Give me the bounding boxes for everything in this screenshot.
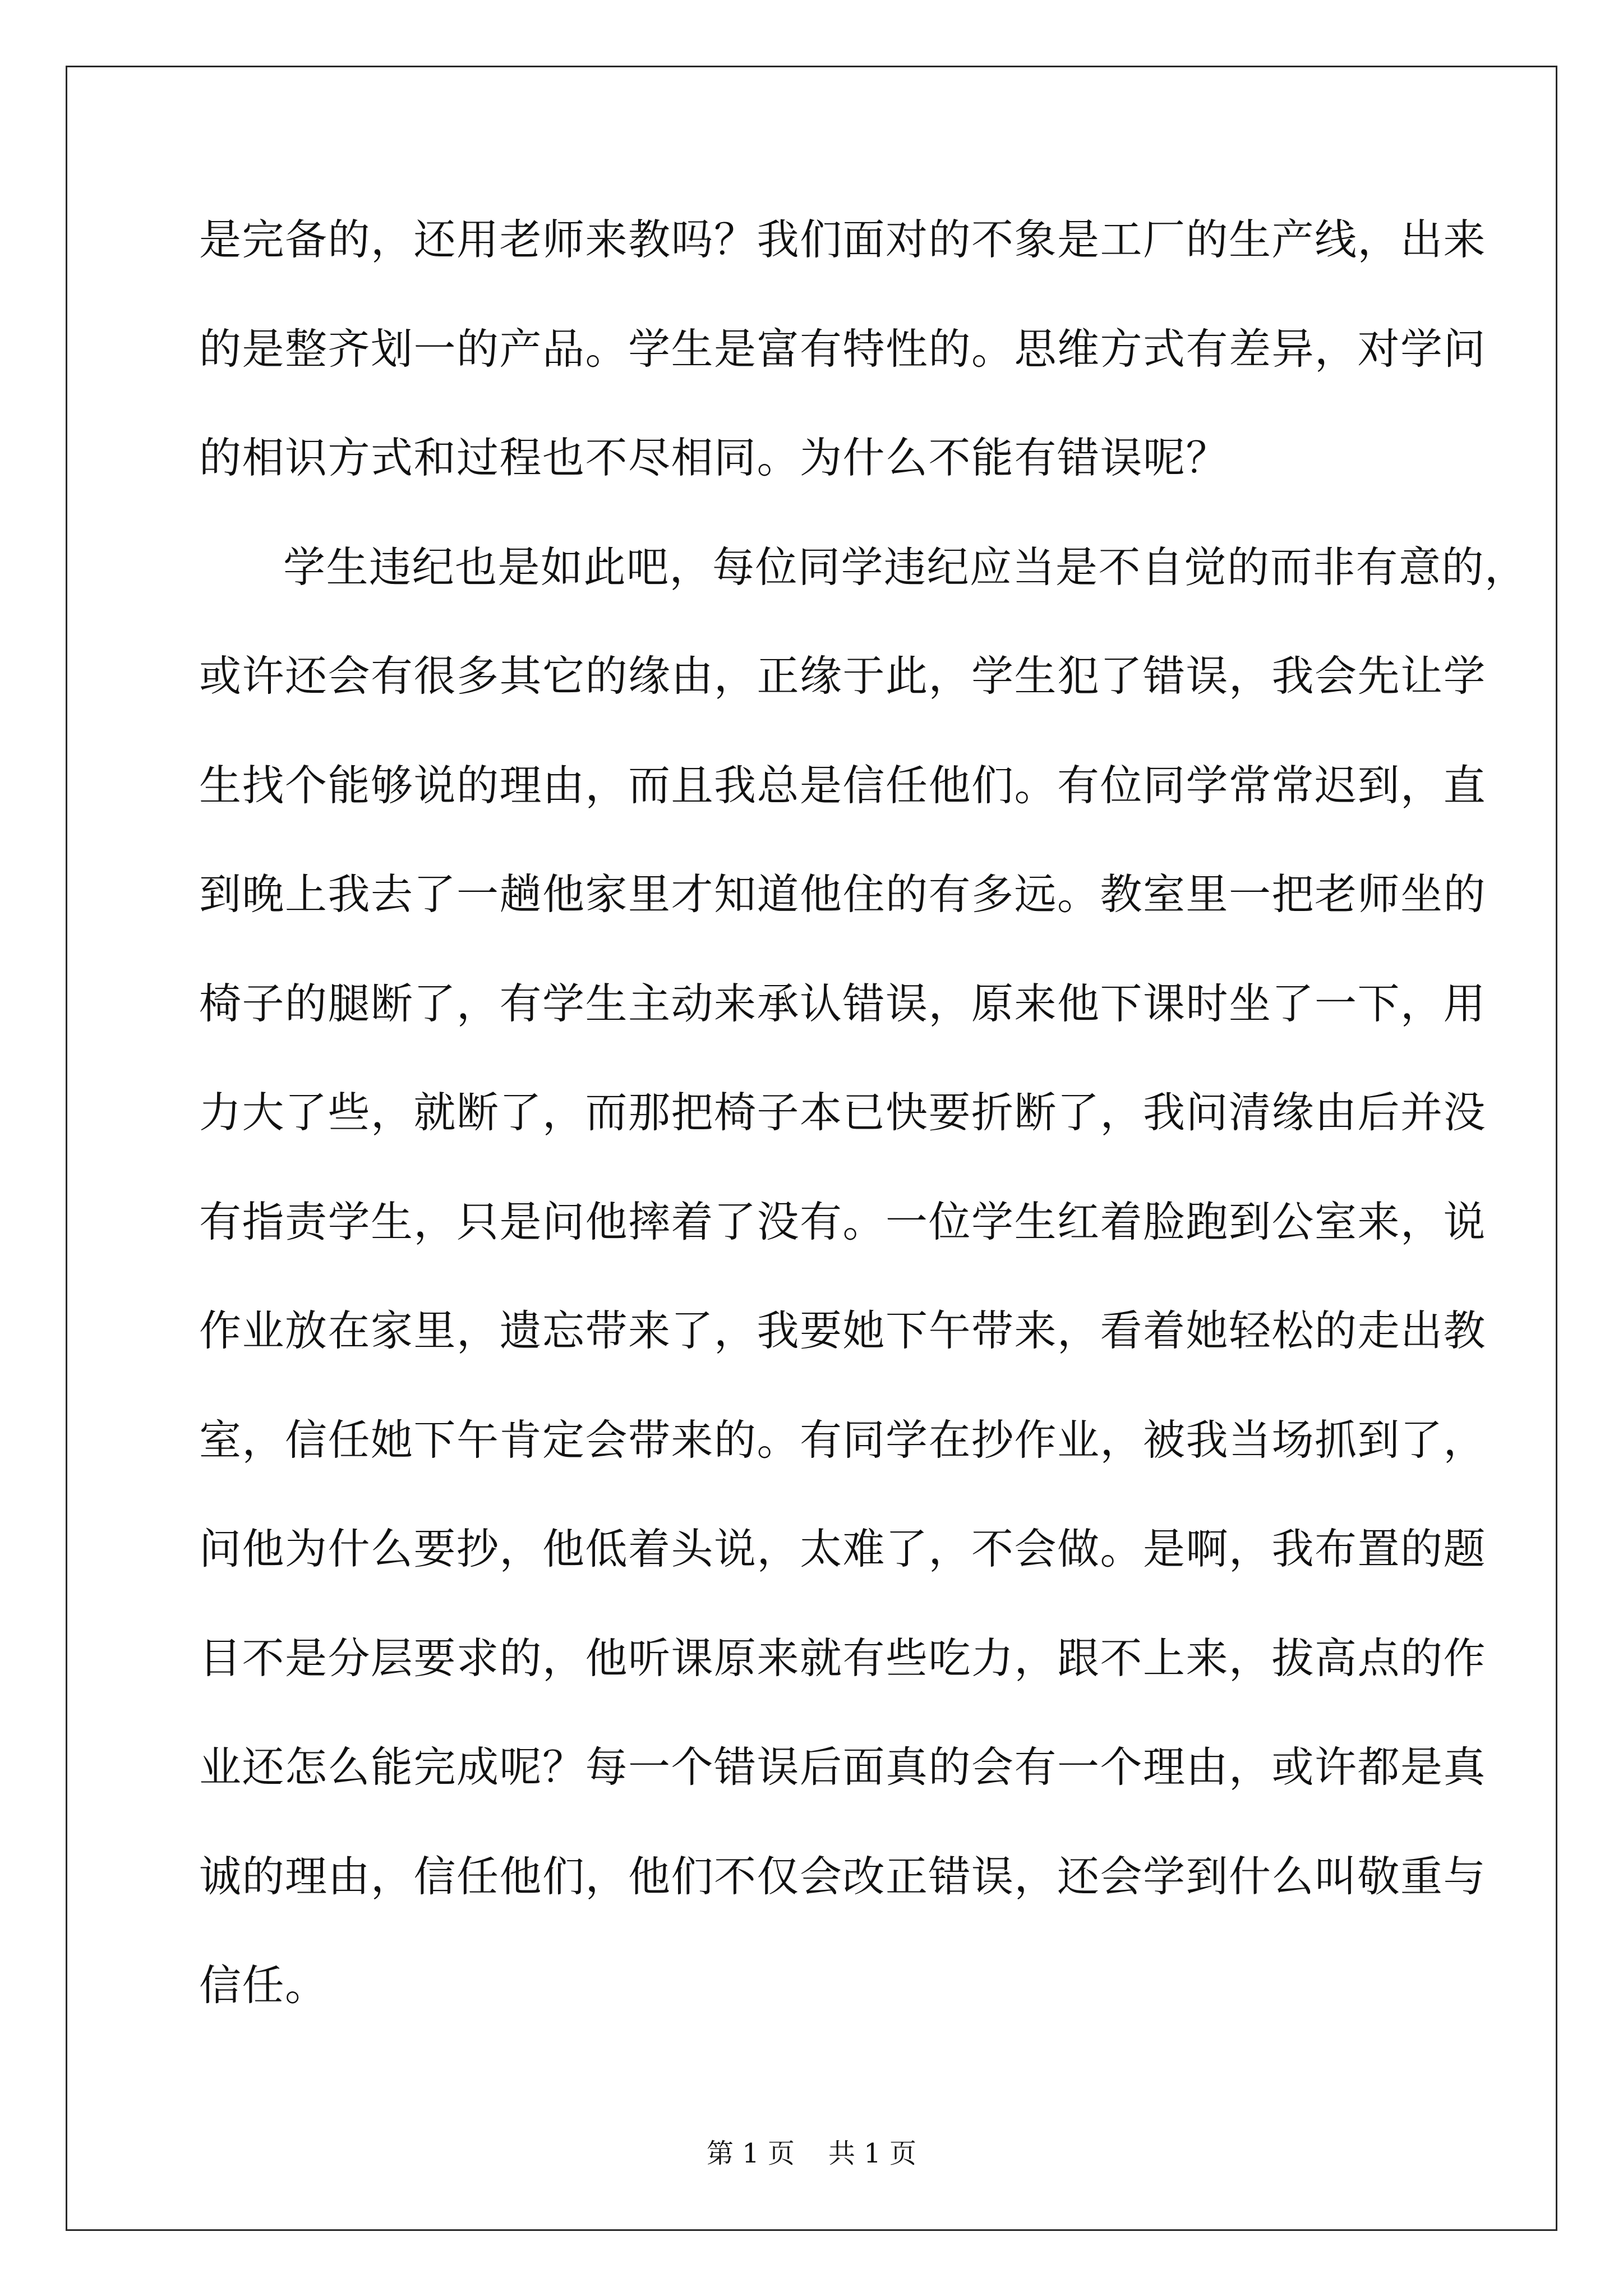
text-line: 椅子的腿断了，有学生主动来承认错误，原来他下课时坐了一下，用 — [199, 978, 1487, 1028]
page-number: 第 1 页 — [706, 2138, 795, 2169]
text-line: 作业放在家里，遗忘带来了，我要她下午带来，看着她轻松的走出教 — [199, 1306, 1487, 1355]
page-footer — [0, 2132, 1623, 2170]
text-line: 是完备的，还用老师来教吗？我们面对的不象是工厂的生产线，出来 — [199, 215, 1487, 264]
text-line: 的是整齐划一的产品。学生是富有特性的。思维方式有差异，对学问 — [199, 324, 1487, 374]
text-line: 的相识方式和过程也不尽相同。为什么不能有错误呢？ — [199, 433, 1229, 482]
document-body — [199, 215, 1528, 2074]
text-line: 目不是分层要求的，他听课原来就有些吃力，跟不上来，拔高点的作 — [199, 1633, 1487, 1683]
text-line: 业还怎么能完成呢？每一个错误后面真的会有一个理由，或许都是真 — [199, 1742, 1487, 1792]
text-line: 室，信任她下午肯定会带来的。有同学在抄作业，被我当场抓到了， — [199, 1415, 1487, 1465]
text-line: 生找个能够说的理由，而且我总是信任他们。有位同学常常迟到，直 — [199, 760, 1487, 810]
text-line: 有指责学生，只是问他摔着了没有。一位学生红着脸跑到公室来，说 — [199, 1197, 1487, 1246]
paragraph-first-line: 学生违纪也是如此吧，每位同学违纪应当是不自觉的而非有意的， — [283, 542, 1528, 592]
text-line: 或许还会有很多其它的缘由，正缘于此，学生犯了错误，我会先让学 — [199, 651, 1487, 701]
text-line: 力大了些，就断了，而那把椅子本已快要折断了，我问清缘由后并没 — [199, 1088, 1487, 1137]
text-line: 诚的理由，信任他们，他们不仅会改正错误，还会学到什么叫敬重与 — [199, 1851, 1487, 1901]
text-line: 到晚上我去了一趟他家里才知道他住的有多远。教室里一把老师坐的 — [199, 869, 1487, 919]
text-line: 信任。 — [199, 1961, 328, 2010]
text-line: 问他为什么要抄，他低着头说，太难了，不会做。是啊，我布置的题 — [199, 1524, 1487, 1573]
page-total: 共 1 页 — [828, 2138, 917, 2169]
